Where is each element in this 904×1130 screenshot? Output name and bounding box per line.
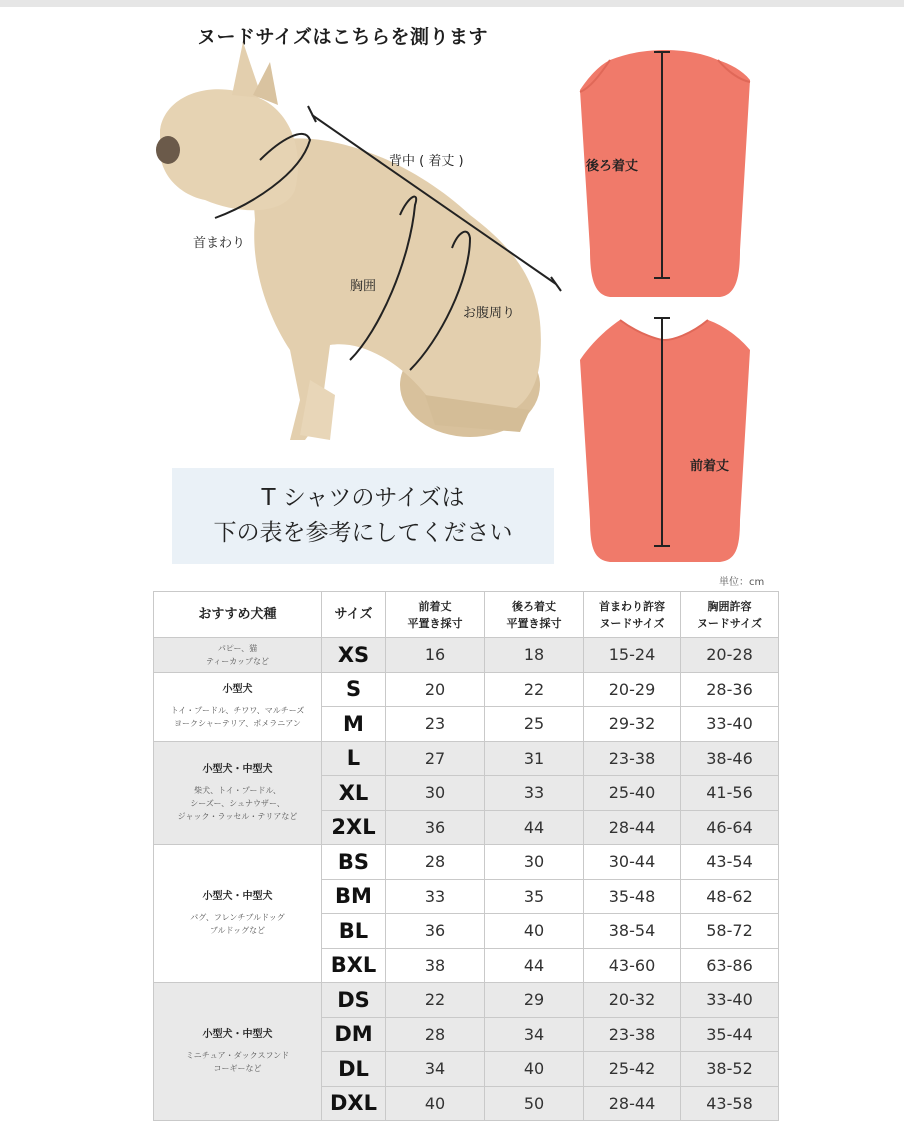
table-header-row [154, 592, 779, 638]
chest-cell: 20-28 [681, 638, 779, 673]
breed-cell [154, 983, 322, 1121]
back-cell: 44 [485, 810, 584, 845]
size-cell: M [322, 707, 386, 742]
header-back: 後ろ着丈 平置き採寸 [485, 592, 584, 638]
breed-cell [154, 741, 322, 845]
back-length-label: 背中 ( 着丈 ) [389, 154, 464, 169]
page-heading: ヌードサイズはこちらを測ります [197, 26, 488, 48]
back-cell: 29 [485, 983, 584, 1018]
belly-label: お腹周り [463, 306, 516, 321]
front-cell: 36 [386, 914, 485, 949]
back-cell: 50 [485, 1086, 584, 1121]
chest-cell: 38-52 [681, 1052, 779, 1087]
size-cell: DXL [322, 1086, 386, 1121]
header-chest: 胸囲許容 ヌードサイズ [681, 592, 779, 638]
neck-cell: 25-42 [584, 1052, 681, 1087]
table-row [154, 638, 779, 673]
breed-cell [154, 638, 322, 673]
chest-cell: 63-86 [681, 948, 779, 983]
size-cell: BL [322, 914, 386, 949]
breed-desc: ブルドッグなど [209, 926, 266, 935]
front-cell: 36 [386, 810, 485, 845]
neck-cell: 15-24 [584, 638, 681, 673]
front-cell: 33 [386, 879, 485, 914]
front-cell: 28 [386, 845, 485, 880]
back-cell: 40 [485, 914, 584, 949]
neck-cell: 38-54 [584, 914, 681, 949]
front-cell: 38 [386, 948, 485, 983]
table-row [154, 983, 779, 1018]
size-cell: 2XL [322, 810, 386, 845]
breed-name: 小型犬・中型犬 [202, 763, 273, 775]
back-cell: 35 [485, 879, 584, 914]
chest-cell: 33-40 [681, 707, 779, 742]
breed-name: 小型犬・中型犬 [202, 1029, 273, 1040]
neck-label: 首まわり [193, 236, 246, 251]
neck-cell: 30-44 [584, 845, 681, 880]
front-cell: 30 [386, 776, 485, 811]
size-cell: S [322, 672, 386, 707]
size-cell: XS [322, 638, 386, 673]
neck-cell: 29-32 [584, 707, 681, 742]
table-row [154, 672, 779, 707]
size-table [153, 591, 779, 1121]
back-cell: 40 [485, 1052, 584, 1087]
size-cell: XL [322, 776, 386, 811]
front-cell: 27 [386, 741, 485, 776]
back-cell: 31 [485, 741, 584, 776]
size-cell: DL [322, 1052, 386, 1087]
back-cell: 22 [485, 672, 584, 707]
breed-desc: パピー、猫 [217, 643, 258, 653]
back-cell: 30 [485, 845, 584, 880]
front-cell: 34 [386, 1052, 485, 1087]
chest-cell: 35-44 [681, 1017, 779, 1052]
size-note-box [172, 468, 554, 564]
breed-desc: ティーカップなど [205, 656, 270, 666]
chest-cell: 48-62 [681, 879, 779, 914]
breed-name: 小型犬 [222, 684, 253, 695]
size-cell: BS [322, 845, 386, 880]
size-note-line1: T シャツのサイズは [261, 485, 465, 511]
back-cell: 25 [485, 707, 584, 742]
back-cell: 33 [485, 776, 584, 811]
breed-desc: ミニチュア・ダックスフンド [185, 1051, 290, 1060]
size-cell: L [322, 741, 386, 776]
neck-cell: 20-32 [584, 983, 681, 1018]
neck-cell: 25-40 [584, 776, 681, 811]
chest-cell: 46-64 [681, 810, 779, 845]
neck-cell: 43-60 [584, 948, 681, 983]
breed-desc: コーギーなど [213, 1064, 262, 1073]
neck-cell: 23-38 [584, 1017, 681, 1052]
breed-cell [154, 672, 322, 741]
breed-cell [154, 845, 322, 983]
front-cell: 16 [386, 638, 485, 673]
size-note-line2: 下の表を参考にしてください [213, 520, 513, 546]
size-cell: BXL [322, 948, 386, 983]
header-neck: 首まわり許容 ヌードサイズ [584, 592, 681, 638]
neck-cell: 23-38 [584, 741, 681, 776]
chest-cell: 58-72 [681, 914, 779, 949]
table-row [154, 741, 779, 776]
neck-cell: 28-44 [584, 810, 681, 845]
header-breed: おすすめ犬種 [154, 592, 322, 638]
breed-desc: ジャック・ラッセル・テリアなど [177, 811, 298, 821]
front-cell: 22 [386, 983, 485, 1018]
neck-cell: 28-44 [584, 1086, 681, 1121]
back-cell: 18 [485, 638, 584, 673]
front-cell: 20 [386, 672, 485, 707]
rear-length-label: 後ろ着丈 [586, 159, 639, 174]
header-size: サイズ [322, 592, 386, 638]
breed-desc: トイ・プードル、チワワ、マルチーズ [170, 706, 305, 715]
chest-label: 胸囲 [350, 279, 377, 294]
chest-cell: 38-46 [681, 741, 779, 776]
shirt-front-illustration [580, 318, 750, 562]
size-cell: DM [322, 1017, 386, 1052]
size-cell: BM [322, 879, 386, 914]
breed-desc: パグ、フレンチブルドッグ [190, 913, 285, 922]
chest-cell: 33-40 [681, 983, 779, 1018]
breed-desc: シーズー、シュナウザー、 [190, 798, 285, 808]
chest-cell: 28-36 [681, 672, 779, 707]
header-front: 前着丈 平置き採寸 [386, 592, 485, 638]
size-cell: DS [322, 983, 386, 1018]
breed-desc: 柴犬、トイ・プードル、 [194, 785, 281, 795]
unit-label: 単位：cm [719, 577, 765, 588]
breed-desc: ヨークシャーテリア、ポメラニアン [174, 719, 301, 728]
chest-cell: 43-58 [681, 1086, 779, 1121]
breed-name: 小型犬・中型犬 [202, 891, 273, 902]
back-cell: 44 [485, 948, 584, 983]
back-cell: 34 [485, 1017, 584, 1052]
chest-cell: 41-56 [681, 776, 779, 811]
neck-cell: 35-48 [584, 879, 681, 914]
front-length-label: 前着丈 [690, 459, 730, 474]
neck-cell: 20-29 [584, 672, 681, 707]
table-row [154, 845, 779, 880]
front-cell: 28 [386, 1017, 485, 1052]
front-cell: 40 [386, 1086, 485, 1121]
chest-cell: 43-54 [681, 845, 779, 880]
front-cell: 23 [386, 707, 485, 742]
